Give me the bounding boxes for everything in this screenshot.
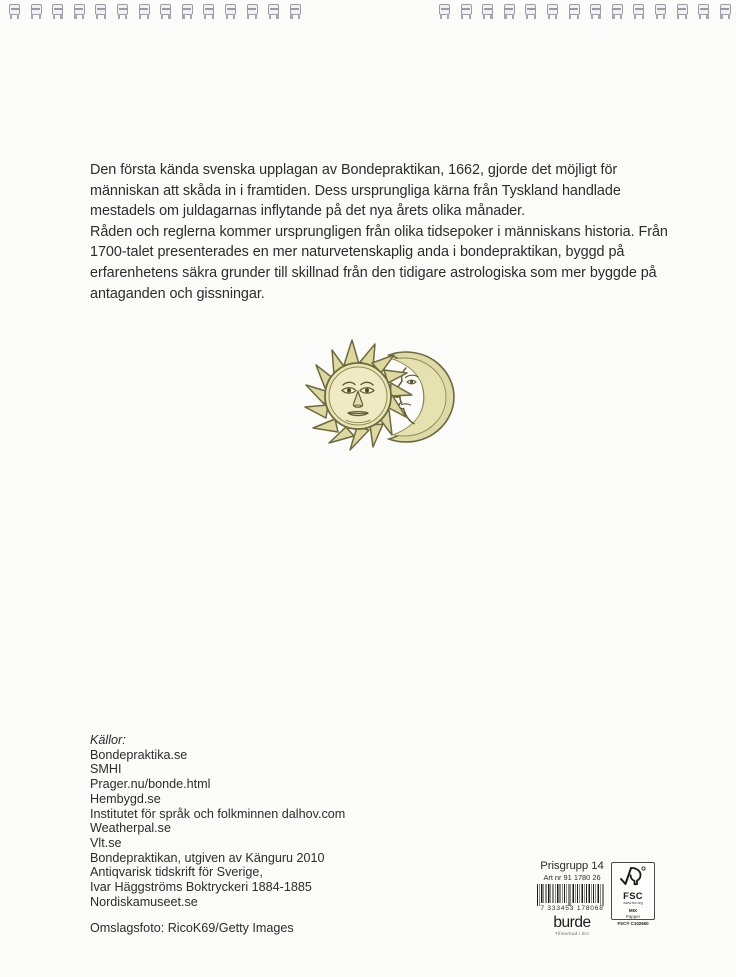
binding-coil <box>589 4 602 19</box>
intro-paragraph-2: Råden och reglerna kommer ursprungligen från olika tidsepoker i människans historia. Från 1700-talet presenterades en mer naturvetenskaplig anda i bondepraktikan, byggd på erfarenhetens säkra grunder till skillnad från den tidigare astrologiska som mer byggde på antaganden och gissningar. <box>90 223 668 302</box>
binding-coil <box>676 4 689 19</box>
binding-coil <box>632 4 645 19</box>
source-item: Bondepraktikan, utgiven av Känguru 2010 <box>90 850 325 865</box>
product-info-block <box>536 860 608 937</box>
binding-coil <box>438 4 451 19</box>
sun-and-moon-icon <box>288 338 458 456</box>
source-item: Hembygd.se <box>90 791 161 806</box>
intro-text-block <box>90 160 668 304</box>
publisher-logo: burde <box>553 914 591 931</box>
source-item: Prager.nu/bonde.html <box>90 777 211 792</box>
binding-coil <box>697 4 710 19</box>
source-item: Nordiskamuseet.se <box>90 894 198 909</box>
barcode-icon <box>536 884 606 906</box>
source-item: SMHI <box>90 762 122 777</box>
source-item: Antiqvarisk tidskrift för Sverige, <box>90 865 263 880</box>
binding-coil <box>267 4 280 19</box>
source-item: Vlt.se <box>90 835 122 850</box>
publisher-tagline: Tillverkad i EU <box>555 931 589 936</box>
binding-coil <box>546 4 559 19</box>
binding-coil <box>654 4 667 19</box>
source-item: Weatherpal.se <box>90 821 171 836</box>
sources-block <box>90 733 345 909</box>
fsc-certification-label <box>611 862 655 926</box>
binding-coil <box>51 4 64 19</box>
binding-coil <box>481 4 494 19</box>
binding-coil <box>202 4 215 19</box>
fsc-material: Papper <box>625 913 641 919</box>
barcode-digits: 7 333453 178068 <box>540 905 604 912</box>
binding-coil <box>460 4 473 19</box>
binding-coil <box>246 4 259 19</box>
binding-coil <box>73 4 86 19</box>
sources-heading: Källor: <box>90 733 126 747</box>
binding-coil <box>116 4 129 19</box>
intro-paragraph-1: Den första kända svenska upplagan av Bondepraktikan, 1662, gjorde det möjligt för människan att skåda in i framtiden. Dess ursprungliga kärna från Tyskland handlade mestadels om juldagarnas inflytande på det nya årets olika månader. <box>90 162 621 220</box>
binding-coil <box>289 4 302 19</box>
binding-coil <box>524 4 537 19</box>
binding-coil <box>719 4 732 19</box>
spiral-binding <box>0 0 736 26</box>
source-item: Institutet för språk och folkminnen dalhov.com <box>90 806 346 821</box>
source-item: Bondepraktika.se <box>90 747 188 762</box>
binding-coil <box>611 4 624 19</box>
binding-coil <box>503 4 516 19</box>
fsc-url: www.fsc.org <box>623 901 643 905</box>
fsc-wordmark: FSC <box>623 890 643 901</box>
binding-coil <box>30 4 43 19</box>
fsc-category: MIX <box>628 907 638 913</box>
binding-coil <box>159 4 172 19</box>
binding-coil <box>224 4 237 19</box>
source-item: Ivar Häggströms Boktryckeri 1884-1885 <box>90 880 312 895</box>
photo-credit: Omslagsfoto: RicoK69/Getty Images <box>90 921 294 935</box>
binding-coil <box>181 4 194 19</box>
moon-graphic <box>389 352 454 442</box>
binding-coil <box>138 4 151 19</box>
article-number-label: Art nr 91 1780 26 <box>543 873 601 882</box>
price-group-label: Prisgrupp 14 <box>540 860 604 872</box>
binding-coil <box>568 4 581 19</box>
fsc-license-code: FSC® C102650 <box>617 920 649 926</box>
binding-coil <box>8 4 21 19</box>
fsc-tree-checkmark-icon <box>612 865 654 892</box>
binding-coil <box>94 4 107 19</box>
